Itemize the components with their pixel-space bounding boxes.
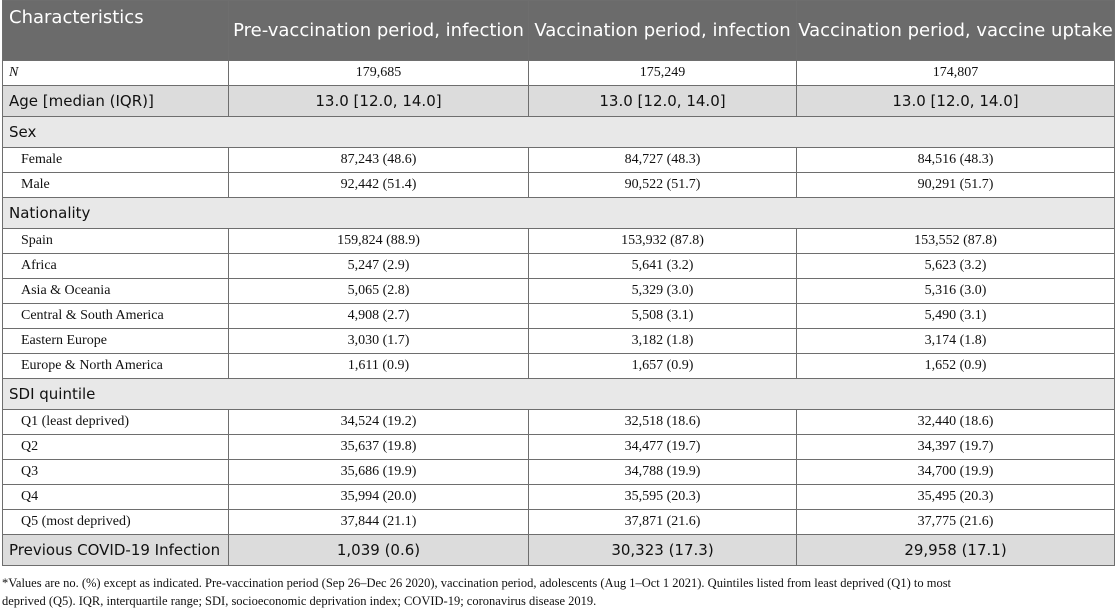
table-row (3, 435, 1115, 460)
section-header-nationality (3, 198, 1115, 229)
cell-value: 5,508 (3.1) (529, 304, 797, 329)
characteristics-table (2, 0, 1115, 566)
cell-value: 153,932 (87.8) (529, 229, 797, 254)
cell-value: 5,247 (2.9) (229, 254, 529, 279)
row-label: Central & South America (3, 304, 229, 329)
row-label: Male (3, 173, 229, 198)
cell-value: 1,652 (0.9) (797, 354, 1115, 379)
cell-value: 3,030 (1.7) (229, 329, 529, 354)
row-label: Q5 (most deprived) (3, 510, 229, 535)
table-footnote (2, 574, 1114, 610)
cell-value: 37,844 (21.1) (229, 510, 529, 535)
footnote-line-1: *Values are no. (%) except as indicated. Pre-vaccination period (Sep 26–Dec 26 2020), vaccination period, adolescents (Aug 1–Oct 1 2021). Quintiles listed from least deprived (Q1) to most (2, 576, 952, 590)
cell-value: 5,490 (3.1) (797, 304, 1115, 329)
age-row (3, 86, 1115, 117)
row-label: Q4 (3, 485, 229, 510)
row-label: Previous COVID-19 Infection (3, 535, 229, 566)
row-label: Eastern Europe (3, 329, 229, 354)
section-header-sex (3, 117, 1115, 148)
cell-value: 34,788 (19.9) (529, 460, 797, 485)
header-row (3, 1, 1115, 61)
cell-value: 3,174 (1.8) (797, 329, 1115, 354)
cell-value: 90,522 (51.7) (529, 173, 797, 198)
cell-value: 35,686 (19.9) (229, 460, 529, 485)
header-pre-vaccination-infection: Pre-vaccination period, infection (229, 1, 529, 61)
cell-value: 30,323 (17.3) (529, 535, 797, 566)
cell-value: 84,516 (48.3) (797, 148, 1115, 173)
cell-value: 1,039 (0.6) (229, 535, 529, 566)
section-title: Sex (3, 117, 1115, 148)
table-row (3, 410, 1115, 435)
cell-value: 35,637 (19.8) (229, 435, 529, 460)
cell-value: 35,994 (20.0) (229, 485, 529, 510)
row-label: N (3, 61, 229, 86)
covid-row (3, 535, 1115, 566)
cell-value: 1,657 (0.9) (529, 354, 797, 379)
cell-value: 179,685 (229, 61, 529, 86)
cell-value: 175,249 (529, 61, 797, 86)
table-row (3, 173, 1115, 198)
section-title: SDI quintile (3, 379, 1115, 410)
cell-value: 32,440 (18.6) (797, 410, 1115, 435)
cell-value: 153,552 (87.8) (797, 229, 1115, 254)
cell-value: 174,807 (797, 61, 1115, 86)
cell-value: 37,871 (21.6) (529, 510, 797, 535)
cell-value: 29,958 (17.1) (797, 535, 1115, 566)
cell-value: 5,329 (3.0) (529, 279, 797, 304)
cell-value: 35,595 (20.3) (529, 485, 797, 510)
cell-value: 3,182 (1.8) (529, 329, 797, 354)
characteristics-table-container (2, 0, 1114, 566)
cell-value: 13.0 [12.0, 14.0] (797, 86, 1115, 117)
n-row (3, 61, 1115, 86)
table-row (3, 485, 1115, 510)
row-label: Europe & North America (3, 354, 229, 379)
cell-value: 34,477 (19.7) (529, 435, 797, 460)
cell-value: 32,518 (18.6) (529, 410, 797, 435)
table-row (3, 148, 1115, 173)
cell-value: 5,641 (3.2) (529, 254, 797, 279)
row-label: Spain (3, 229, 229, 254)
cell-value: 37,775 (21.6) (797, 510, 1115, 535)
cell-value: 92,442 (51.4) (229, 173, 529, 198)
table-row (3, 510, 1115, 535)
cell-value: 84,727 (48.3) (529, 148, 797, 173)
cell-value: 87,243 (48.6) (229, 148, 529, 173)
cell-value: 90,291 (51.7) (797, 173, 1115, 198)
cell-value: 34,524 (19.2) (229, 410, 529, 435)
cell-value: 35,495 (20.3) (797, 485, 1115, 510)
row-label: Age [median (IQR)] (3, 86, 229, 117)
cell-value: 5,065 (2.8) (229, 279, 529, 304)
section-header-sdi (3, 379, 1115, 410)
cell-value: 1,611 (0.9) (229, 354, 529, 379)
cell-value: 159,824 (88.9) (229, 229, 529, 254)
cell-value: 5,623 (3.2) (797, 254, 1115, 279)
row-label: Asia & Oceania (3, 279, 229, 304)
table-row (3, 279, 1115, 304)
header-characteristics: Characteristics (3, 1, 229, 61)
row-label: Africa (3, 254, 229, 279)
table-row (3, 304, 1115, 329)
row-label: Q3 (3, 460, 229, 485)
cell-value: 5,316 (3.0) (797, 279, 1115, 304)
row-label: Female (3, 148, 229, 173)
cell-value: 13.0 [12.0, 14.0] (529, 86, 797, 117)
table-row (3, 229, 1115, 254)
header-vaccination-infection: Vaccination period, infection (529, 1, 797, 61)
cell-value: 34,700 (19.9) (797, 460, 1115, 485)
section-title: Nationality (3, 198, 1115, 229)
table-row (3, 329, 1115, 354)
footnote-line-2: deprived (Q5). IQR, interquartile range; SDI, socioeconomic deprivation index; COVID-19; coronavirus disease 2019. (2, 594, 597, 608)
row-label: Q2 (3, 435, 229, 460)
table-row (3, 460, 1115, 485)
header-vaccination-uptake: Vaccination period, vaccine uptake (797, 1, 1115, 61)
table-row (3, 254, 1115, 279)
table-row (3, 354, 1115, 379)
cell-value: 4,908 (2.7) (229, 304, 529, 329)
cell-value: 34,397 (19.7) (797, 435, 1115, 460)
row-label: Q1 (least deprived) (3, 410, 229, 435)
cell-value: 13.0 [12.0, 14.0] (229, 86, 529, 117)
